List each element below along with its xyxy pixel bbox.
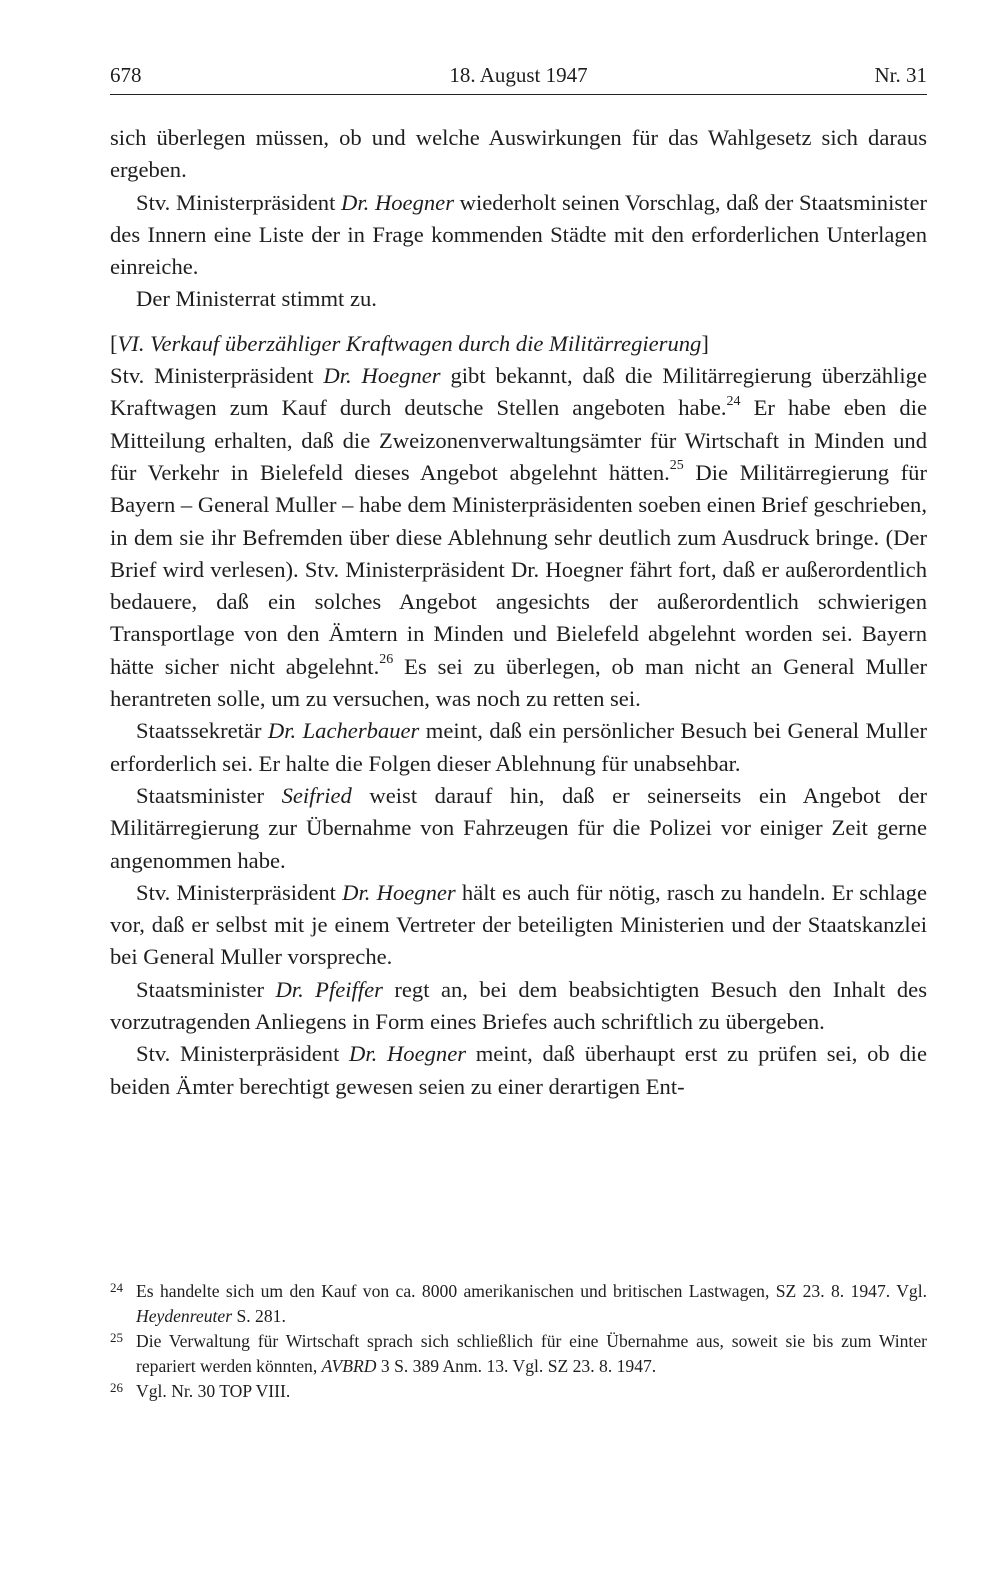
speaker-title: Stv. Ministerpräsident: [136, 879, 343, 905]
body-text: [110, 122, 927, 1103]
paragraph-text: regt an, bei dem beabsichtigten Besuch den Inhalt des vorzutragenden Anliegens in Form eines Briefes auch schriftlich zu übergeben.: [110, 976, 927, 1035]
paragraph: [110, 360, 927, 715]
paragraph: [110, 187, 927, 284]
speaker-name: Dr. Hoegner: [342, 879, 456, 905]
footnotes: [110, 1279, 927, 1405]
speaker-title: Stv. Ministerpräsident: [136, 189, 342, 215]
footnote: [110, 1279, 927, 1328]
footnote-number: 24: [110, 1280, 123, 1295]
paragraph-text: Die Militärregierung für Bayern – General Muller – habe dem Ministerpräsidenten soeben einen Brief geschrieben, in dem sie ihr Befremden über diese Ablehnung sehr deutlich zum Ausdruck bringe. (Der Brief wird verlesen). Stv. Ministerpräsident Dr. Hoegner fährt fort, daß er außerordentlich bedauere, daß ein solches Angebot angesichts der außerordentlich schwierigen Transportlage von den Ämtern in Minden und Bielefeld abgelehnt worden sei. Bayern hätte sicher nicht abgelehnt.: [110, 459, 927, 679]
speaker-name: Dr. Hoegner: [341, 189, 455, 215]
paragraph: [110, 1038, 927, 1103]
footnote-number: 26: [110, 1380, 123, 1395]
speaker-name: Dr. Hoegner: [323, 363, 441, 389]
page-number: 678: [110, 63, 142, 87]
footnote-citation: Heydenreuter: [136, 1305, 233, 1326]
paragraph: [110, 877, 927, 974]
paragraph-text: Es sei zu überlegen, ob man nicht an General Muller herantreten solle, um zu versuchen, was noch zu retten sei.: [110, 653, 928, 712]
heading-bracket-close: ]: [701, 330, 709, 356]
section-heading: [110, 328, 927, 360]
paragraph: Der Ministerrat stimmt zu.: [136, 286, 377, 312]
paragraph-text: meint, daß überhaupt erst zu prüfen sei, ob die beiden Ämter berechtigt gewesen seien zu einer derartigen Ent-: [110, 1041, 927, 1099]
footnote: [110, 1329, 927, 1378]
speaker-name: Dr. Hoegner: [349, 1041, 467, 1067]
footnote-ref: 24: [726, 393, 741, 409]
running-head: [110, 62, 927, 92]
speaker-title: Staatssekretär: [136, 718, 268, 744]
paragraph: [110, 715, 927, 780]
footnote-text: Es handelte sich um den Kauf von ca. 8000 amerikanischen und britischen Lastwagen, SZ 23. 8. 1947. Vgl.: [136, 1281, 927, 1301]
header-issue: Nr. 31: [874, 63, 927, 87]
speaker-title: Stv. Ministerpräsident: [136, 1041, 350, 1067]
footnote-text-tail: 3 S. 389 Anm. 13. Vgl. SZ 23. 8. 1947.: [376, 1355, 657, 1376]
header-date: 18. August 1947: [449, 63, 588, 87]
footnote-text-tail: S. 281.: [232, 1305, 286, 1326]
speaker-title: Stv. Ministerpräsident: [110, 363, 324, 389]
paragraph: [110, 780, 927, 877]
speaker-name: Dr. Lacherbauer: [267, 718, 420, 744]
speaker-name: Dr. Pfeiffer: [275, 976, 383, 1002]
paragraph-continuation: sich überlegen müssen, ob und welche Auswirkungen für das Wahlgesetz sich daraus ergeben.: [110, 125, 927, 183]
footnote-ref: 25: [669, 458, 684, 474]
footnote-text: Die Verwaltung für Wirtschaft sprach sich schließlich für eine Übernahme aus, soweit sie bis zum Winter repariert werden könnten,: [136, 1331, 927, 1376]
footnote-ref: 26: [379, 652, 394, 668]
heading-text: VI. Verkauf überzähliger Kraftwagen durch die Militärregierung: [117, 330, 702, 356]
footnote-number: 25: [110, 1330, 123, 1345]
speaker-title: Staatsminister: [136, 782, 282, 808]
paragraph-text: hält es auch für nötig, rasch zu handeln. Er schlage vor, daß er selbst mit je einem Vertreter der beteiligten Ministerien und der Staatskanzlei bei General Muller vorspreche.: [110, 879, 927, 970]
footnote-citation: AVBRD: [321, 1355, 377, 1376]
header-rule: [110, 94, 927, 95]
paragraph-text: weist darauf hin, daß er seinerseits ein Angebot der Militärregierung zur Übernahme von Fahrzeugen für die Polizei vor einiger Zeit gerne angenommen habe.: [110, 782, 927, 873]
paragraph: [110, 974, 927, 1039]
footnote-text: Vgl. Nr. 30 TOP VIII.: [136, 1381, 291, 1401]
speaker-name: Seifried: [281, 782, 352, 808]
paragraph-text: wiederholt seinen Vorschlag, daß der Staatsminister des Innern eine Liste der in Frage kommenden Städte mit den erforderlichen Unterlagen einreiche.: [110, 189, 928, 280]
paragraph-text: meint, daß ein persönlicher Besuch bei General Muller erforderlich sei. Er halte die Folgen dieser Ablehnung für unabsehbar.: [110, 718, 927, 776]
paragraph-text: Er habe eben die Mitteilung erhalten, daß die Zweizonenverwaltungsämter für Wirtschaft in Minden und für Verkehr in Bielefeld dieses Angebot abgelehnt hätten.: [110, 395, 928, 485]
speaker-title: Staatsminister: [136, 976, 276, 1002]
heading-bracket-open: [: [110, 330, 118, 356]
paragraph-text: gibt bekannt, daß die Militärregierung überzählige Kraftwagen zum Kauf durch deutsche Stellen angeboten habe.: [110, 363, 927, 421]
footnote: [110, 1379, 927, 1404]
